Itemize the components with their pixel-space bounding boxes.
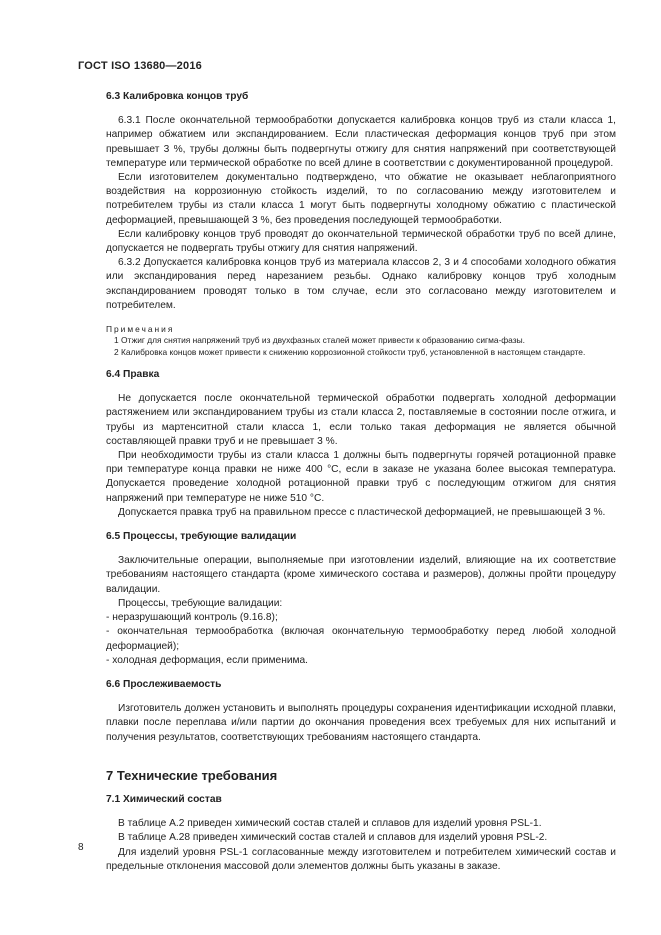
- list-item: - неразрушающий контроль (9.16.8);: [106, 612, 278, 624]
- paragraph: В таблице А.2 приведен химический состав сталей и сплавов для изделий уровня PSL-1.: [118, 818, 542, 830]
- document-body: [106, 90, 616, 874]
- paragraph: Процессы, требующие валидации:: [118, 597, 283, 609]
- paragraph: Если калибровку концов труб проводят до окончательной термической обработки труб по всей длине, допускается не подвергать трубы отжигу для снятия напряжений.: [106, 228, 616, 255]
- paragraph: 6.3.1 После окончательной термообработки допускается калибровка концов труб из стали класса 1, например обжатием или экспандированием. Если пластическая деформация концов труб при этом превышает 3 %, трубы должны быть подвергнуты отжигу для снятия напряжений при соответствующей температуре или термической обработке по всей длине в соответствии с документированной процедурой.: [106, 115, 616, 169]
- paragraph: Заключительные операции, выполняемые при изготовлении изделий, влияющие на их соответствие требованиям настоящего стандарта (кроме химического состава и размеров), должны пройти процедуру валидации.: [106, 555, 616, 595]
- list-item: - окончательная термообработка (включая окончательную термообработку перед любой холодной деформацией);: [106, 626, 616, 652]
- notes-title: Примечания: [106, 324, 175, 335]
- paragraph: В таблице А.28 приведен химический состав сталей и сплавов для изделий уровня PSL-2.: [118, 832, 548, 844]
- section-title-6-5: 6.5 Процессы, требующие валидации: [106, 531, 297, 543]
- paragraph: При необходимости трубы из стали класса 1 должны быть подвергнуты горячей ротационной правке при температуре конца правки не ниже 400 °С, если в заказе не указана более высокая температура. Допускается проведение холодной ротационной правки труб с последующим отжигом для снятия напряжений при температуре не ниже 510 °С.: [106, 450, 616, 504]
- section-title-6-3: 6.3 Калибровка концов труб: [106, 91, 249, 102]
- paragraph: 6.3.2 Допускается калибровка концов труб из материала классов 2, 3 и 4 способами холодного обжатия или экспандирования перед нарезанием резьбы. Однако калибровку концов труб холодным экспандированием проводят только в том случае, если это согласовано между изготовителем и потребителем.: [106, 257, 616, 311]
- paragraph: Допускается правка труб на правильном прессе с пластической деформацией, не превышающей 3 %.: [118, 506, 606, 518]
- paragraph: Не допускается после окончательной термической обработки подвергать холодной деформации растяжением или экспандированием трубы из стали класса 2, поставляемые в состоянии после отжига, и трубы из мартенситной стали класса 1, если только такая деформация не является обычной составляющей правки труб и не превышает 3 %.: [106, 393, 616, 447]
- section-title-6-6: 6.6 Прослеживаемость: [106, 678, 222, 690]
- paragraph: Для изделий уровня PSL-1 согласованные между изготовителем и потребителем химический состав и предельные отклонения массовой доли элементов должны быть указаны в заказе.: [106, 846, 616, 872]
- chapter-title-7: 7 Технические требования: [106, 767, 278, 783]
- document-header: ГОСТ ISO 13680—2016: [78, 60, 202, 72]
- page-number: 8: [78, 842, 84, 853]
- section-title-7-1: 7.1 Химический состав: [106, 793, 222, 805]
- list-item: - холодная деформация, если применима.: [106, 654, 309, 666]
- section-title-6-4: 6.4 Правка: [106, 369, 160, 381]
- note-item: 2 Калибровка концов может привести к снижению коррозионной стойкости труб, установленной в настоящем стандарте.: [114, 346, 586, 357]
- note-item: 1 Отжиг для снятия напряжений труб из двухфазных сталей может привести к образованию сигма-фазы.: [114, 335, 525, 346]
- paragraph: Изготовитель должен установить и выполнять процедуры сохранения идентификации исходной плавки, плавки после переплава и/или партии до окончания проведения всех требуемых для них испытаний и получения результатов, соответствующих требованиям настоящего стандарта.: [106, 703, 616, 743]
- paragraph: Если изготовителем документально подтверждено, что обжатие не оказывает неблагоприятного воздействия на коррозионную стойкость изделий, то по согласованию между изготовителем и потребителем трубы из стали класса 1 могут быть подвергнуты холодному обжатию с пластической деформацией, превышающей 3 %, без проведения последующей термообработки.: [106, 172, 616, 226]
